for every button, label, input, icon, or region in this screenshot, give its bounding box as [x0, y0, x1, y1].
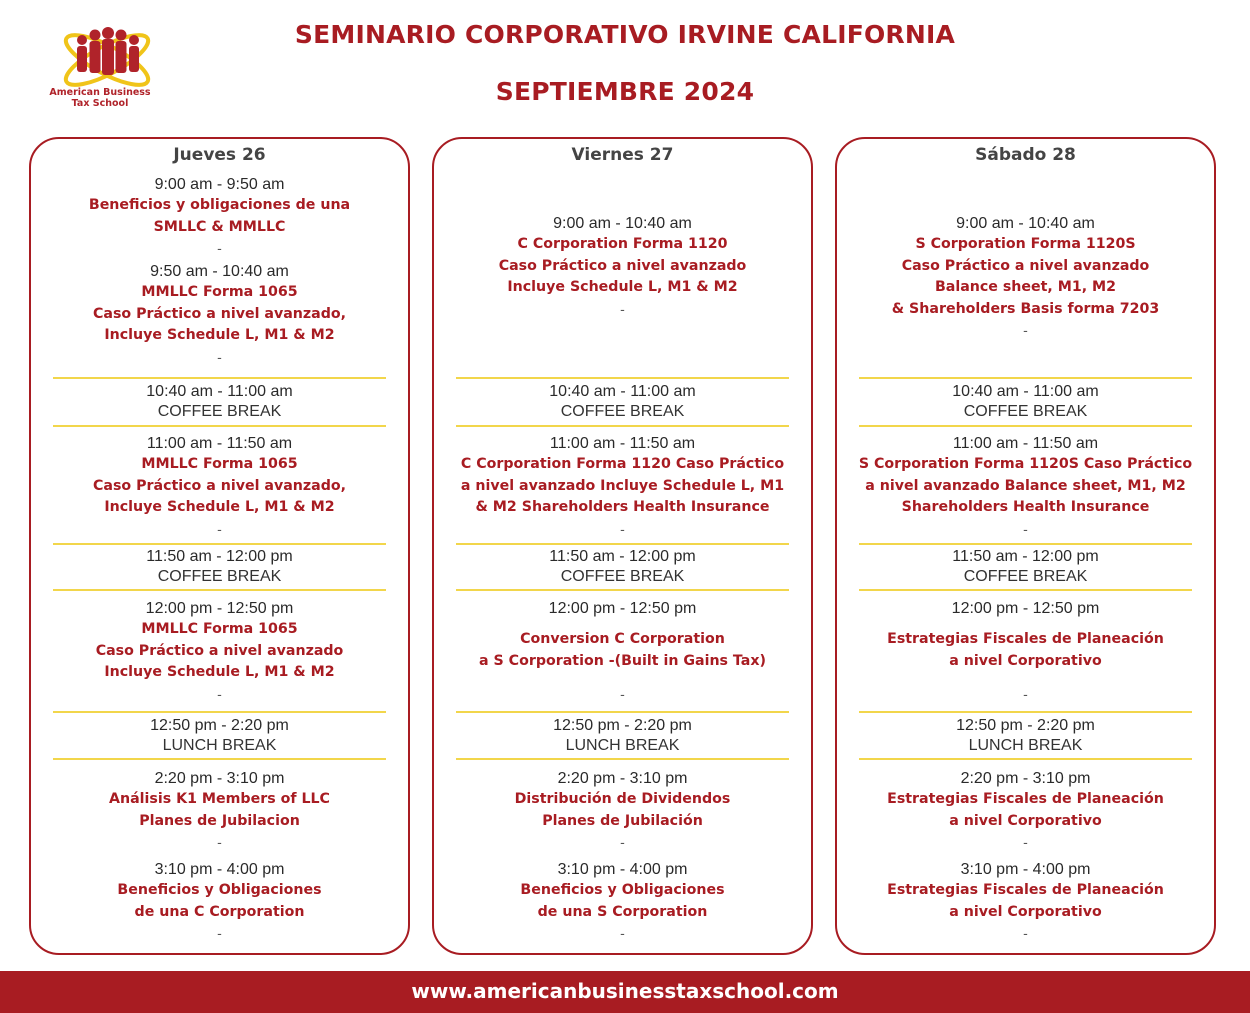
session-time: 9:00 am - 10:40 am [553, 215, 692, 232]
session-topic-line: S Corporation Forma 1120S Caso Práctico [858, 456, 1193, 472]
break-label: COFFEE BREAK [560, 568, 685, 585]
break-time: 10:40 am - 11:00 am [549, 383, 696, 400]
session-topic-line: MMLLC Forma 1065 [141, 621, 298, 637]
break-block [31, 547, 408, 586]
session-topic-line: a nivel Corporativo [949, 812, 1102, 829]
session-block [434, 860, 811, 943]
break-time: 10:40 am - 11:00 am [952, 383, 1099, 400]
session-block [31, 599, 408, 704]
session-dash: - [217, 240, 222, 256]
break-label: COFFEE BREAK [157, 403, 282, 420]
break-time: 12:50 pm - 2:20 pm [553, 717, 692, 734]
session-topic-line: a nivel Corporativo [949, 652, 1102, 669]
day-heading: Jueves 26 [173, 145, 266, 165]
session-dash: - [1023, 686, 1028, 702]
session-time: 12:00 pm - 12:50 pm [951, 600, 1100, 617]
divider-line [859, 377, 1192, 379]
session-block [837, 860, 1214, 943]
session-topic-line: a nivel Corporativo [949, 903, 1102, 920]
session-dash: - [620, 686, 625, 702]
break-block [434, 716, 811, 755]
break-label: LUNCH BREAK [968, 737, 1083, 754]
session-topic-line: & M2 Shareholders Health Insurance [475, 499, 770, 515]
session-dash: - [620, 925, 625, 941]
session-time: 9:00 am - 10:40 am [956, 215, 1095, 232]
session-time: 11:00 am - 11:50 am [146, 435, 293, 452]
divider-line [53, 543, 386, 545]
divider-line [456, 377, 789, 379]
session-topic-line: MMLLC Forma 1065 [141, 284, 298, 300]
session-topic-line: Balance sheet, M1, M2 [934, 279, 1117, 295]
session-topic-line: Incluye Schedule L, M1 & M2 [104, 664, 335, 680]
session-time: 11:00 am - 11:50 am [952, 435, 1099, 452]
divider-line [456, 589, 789, 591]
break-label: COFFEE BREAK [963, 403, 1088, 420]
break-block [31, 716, 408, 755]
session-block [31, 769, 408, 852]
session-topic-line: Beneficios y Obligaciones [117, 882, 322, 898]
session-topic-line: de una S Corporation [537, 903, 708, 920]
session-dash: - [217, 925, 222, 941]
break-label: LUNCH BREAK [162, 737, 277, 754]
page-title: SEMINARIO CORPORATIVO IRVINE CALIFORNIA [294, 20, 956, 49]
session-time: 2:20 pm - 3:10 pm [154, 770, 285, 787]
session-topic-line: Estrategias Fiscales de Planeación [887, 631, 1164, 647]
session-dash: - [217, 348, 222, 365]
session-topic-line: Incluye Schedule L, M1 & M2 [104, 499, 335, 515]
session-dash: - [1023, 925, 1028, 941]
session-topic-line: Incluye Schedule L, M1 & M2 [104, 327, 335, 343]
break-time: 12:50 pm - 2:20 pm [956, 717, 1095, 734]
break-time: 10:40 am - 11:00 am [146, 383, 293, 400]
session-topic-line: Shareholders Health Insurance [901, 499, 1150, 515]
divider-line [53, 758, 386, 760]
day-column-viernes [432, 137, 813, 955]
session-topic-line: Incluye Schedule L, M1 & M2 [507, 279, 738, 295]
session-dash: - [620, 300, 625, 317]
divider-line [859, 543, 1192, 545]
session-dash: - [217, 520, 222, 537]
session-time: 3:10 pm - 4:00 pm [557, 861, 688, 878]
session-time: 11:00 am - 11:50 am [549, 435, 696, 452]
session-block [434, 599, 811, 704]
session-block [434, 214, 811, 319]
session-topic-line: Beneficios y obligaciones de una [88, 197, 351, 213]
break-block [434, 382, 811, 421]
website-link[interactable]: www.americanbusinesstaxschool.com [411, 979, 839, 1003]
session-topic-line: MMLLC Forma 1065 [141, 456, 298, 472]
session-block [837, 599, 1214, 704]
session-topic-line: Conversion C Corporation [520, 631, 725, 647]
logo-text-line2: Tax School [71, 98, 129, 109]
break-label: COFFEE BREAK [157, 568, 282, 585]
session-topic-line: Estrategias Fiscales de Planeación [887, 882, 1164, 898]
break-block [837, 382, 1214, 421]
session-topic-line: Caso Práctico a nivel avanzado [498, 257, 747, 274]
session-topic-line: C Corporation Forma 1120 Caso Práctico [460, 456, 785, 472]
divider-line [456, 758, 789, 760]
session-time: 12:00 pm - 12:50 pm [145, 600, 294, 617]
session-topic-line: SMLLC & MMLLC [153, 218, 286, 235]
logo-text-line1: American Business [49, 87, 151, 98]
session-topic-line: a S Corporation -(Built in Gains Tax) [479, 652, 766, 669]
break-time: 11:50 am - 12:00 pm [146, 548, 293, 565]
divider-line [859, 758, 1192, 760]
session-topic-line: Caso Práctico a nivel avanzado, [92, 305, 346, 322]
break-block [837, 716, 1214, 755]
session-topic-line: Planes de Jubilacion [139, 812, 300, 829]
break-label: COFFEE BREAK [963, 568, 1088, 585]
day-heading: Viernes 27 [571, 145, 674, 165]
session-dash: - [1023, 322, 1028, 338]
session-dash: - [620, 520, 625, 537]
session-block [31, 860, 408, 943]
session-block [434, 769, 811, 852]
session-time: 12:00 pm - 12:50 pm [548, 600, 697, 617]
footer-bar [0, 971, 1250, 1013]
break-time: 11:50 am - 12:00 pm [952, 548, 1099, 565]
divider-line [53, 711, 386, 713]
session-topic-line: Caso Práctico a nivel avanzado, [92, 477, 346, 494]
divider-line [456, 425, 789, 427]
session-topic-line: Beneficios y Obligaciones [520, 882, 725, 898]
session-topic-line: Análisis K1 Members of LLC [109, 791, 330, 807]
session-topic-line: Caso Práctico a nivel avanzado [901, 257, 1150, 274]
session-topic-line: Caso Práctico a nivel avanzado [95, 642, 344, 659]
session-dash: - [620, 834, 625, 850]
divider-line [53, 425, 386, 427]
session-dash: - [217, 834, 222, 850]
break-block [434, 547, 811, 586]
session-topic-line: C Corporation Forma 1120 [517, 236, 728, 252]
session-block [837, 214, 1214, 340]
session-block [31, 434, 408, 539]
session-topic-line: Estrategias Fiscales de Planeación [887, 791, 1164, 807]
divider-line [456, 711, 789, 713]
session-time: 2:20 pm - 3:10 pm [960, 770, 1091, 787]
session-block [31, 262, 408, 367]
day-column-sabado [835, 137, 1216, 955]
day-heading: Sábado 28 [975, 145, 1076, 165]
session-block [837, 434, 1214, 539]
session-block [434, 434, 811, 539]
session-topic-line: Planes de Jubilación [542, 812, 703, 829]
day-column-jueves [29, 137, 410, 955]
session-dash: - [1023, 834, 1028, 850]
session-time: 3:10 pm - 4:00 pm [154, 861, 285, 878]
session-topic-line: & Shareholders Basis forma 7203 [891, 300, 1160, 317]
break-time: 12:50 pm - 2:20 pm [150, 717, 289, 734]
break-label: LUNCH BREAK [565, 737, 680, 754]
divider-line [859, 711, 1192, 713]
session-block [837, 769, 1214, 852]
session-topic-line: de una C Corporation [134, 903, 305, 920]
break-block [837, 547, 1214, 586]
break-block [31, 382, 408, 421]
session-dash: - [1023, 520, 1028, 537]
session-time: 9:00 am - 9:50 am [154, 176, 285, 193]
break-time: 11:50 am - 12:00 pm [549, 548, 696, 565]
session-time: 2:20 pm - 3:10 pm [557, 770, 688, 787]
session-block [31, 175, 408, 258]
divider-line [53, 377, 386, 379]
session-topic-line: S Corporation Forma 1120S [915, 236, 1136, 252]
session-topic-line: a nivel avanzado Balance sheet, M1, M2 [865, 477, 1186, 494]
session-topic-line: a nivel avanzado Incluye Schedule L, M1 [460, 477, 785, 494]
divider-line [859, 589, 1192, 591]
divider-line [53, 589, 386, 591]
session-time: 9:50 am - 10:40 am [150, 263, 289, 280]
session-topic-line: Distribución de Dividendos [514, 791, 731, 807]
divider-line [859, 425, 1192, 427]
session-dash: - [217, 685, 222, 702]
divider-line [456, 543, 789, 545]
break-label: COFFEE BREAK [560, 403, 685, 420]
page-subtitle: SEPTIEMBRE 2024 [495, 77, 755, 106]
session-time: 3:10 pm - 4:00 pm [960, 861, 1091, 878]
